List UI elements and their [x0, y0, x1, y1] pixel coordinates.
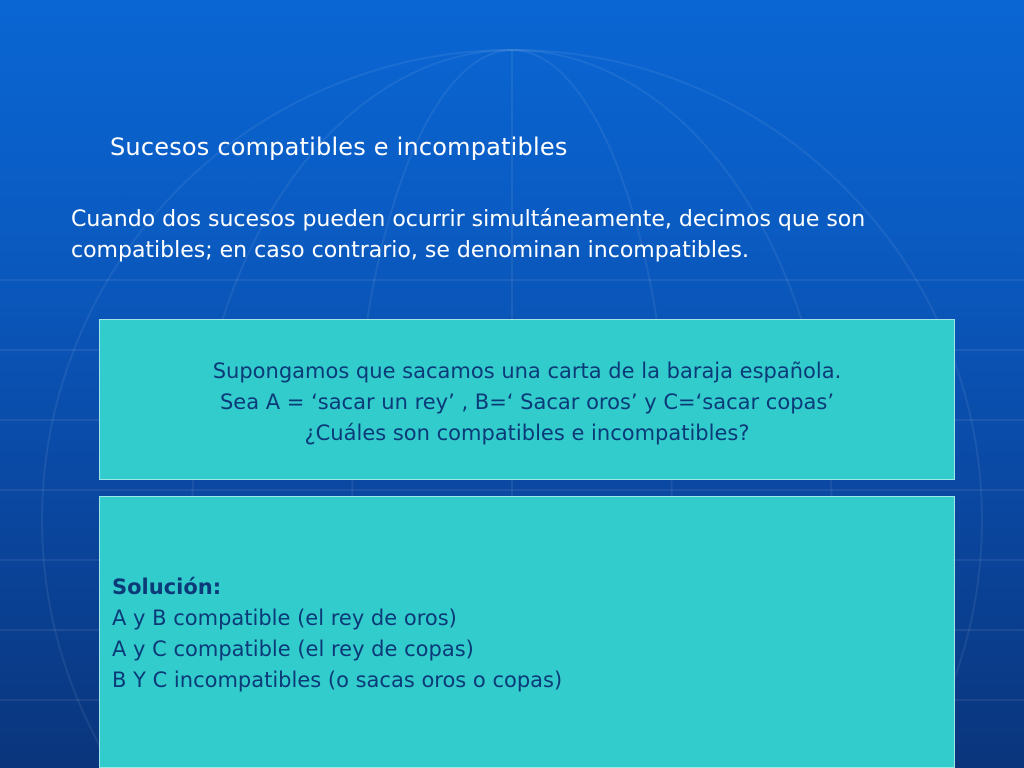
solution-line-1: A y B compatible (el rey de oros) [112, 606, 457, 630]
solution-heading: Solución: [112, 575, 222, 599]
solution-box [99, 496, 955, 768]
slide-title: Sucesos compatibles e incompatibles [110, 133, 568, 161]
question-line-2: Sea A = ‘sacar un rey’ , B=‘ Sacar oros’ y C=‘sacar copas’ [219, 390, 835, 414]
question-line-3: ¿Cuáles son compatibles e incompatibles? [304, 421, 750, 445]
intro-paragraph [71, 204, 1011, 266]
question-box [99, 319, 955, 480]
intro-line-2: compatibles; en caso contrario, se denominan incompatibles. [71, 238, 749, 263]
solution-line-2: A y C compatible (el rey de copas) [112, 637, 474, 661]
intro-line-1: Cuando dos sucesos pueden ocurrir simultáneamente, decimos que son [71, 207, 866, 232]
question-line-1: Supongamos que sacamos una carta de la baraja española. [212, 359, 842, 383]
solution-line-3: B Y C incompatibles (o sacas oros o copas) [112, 668, 563, 692]
